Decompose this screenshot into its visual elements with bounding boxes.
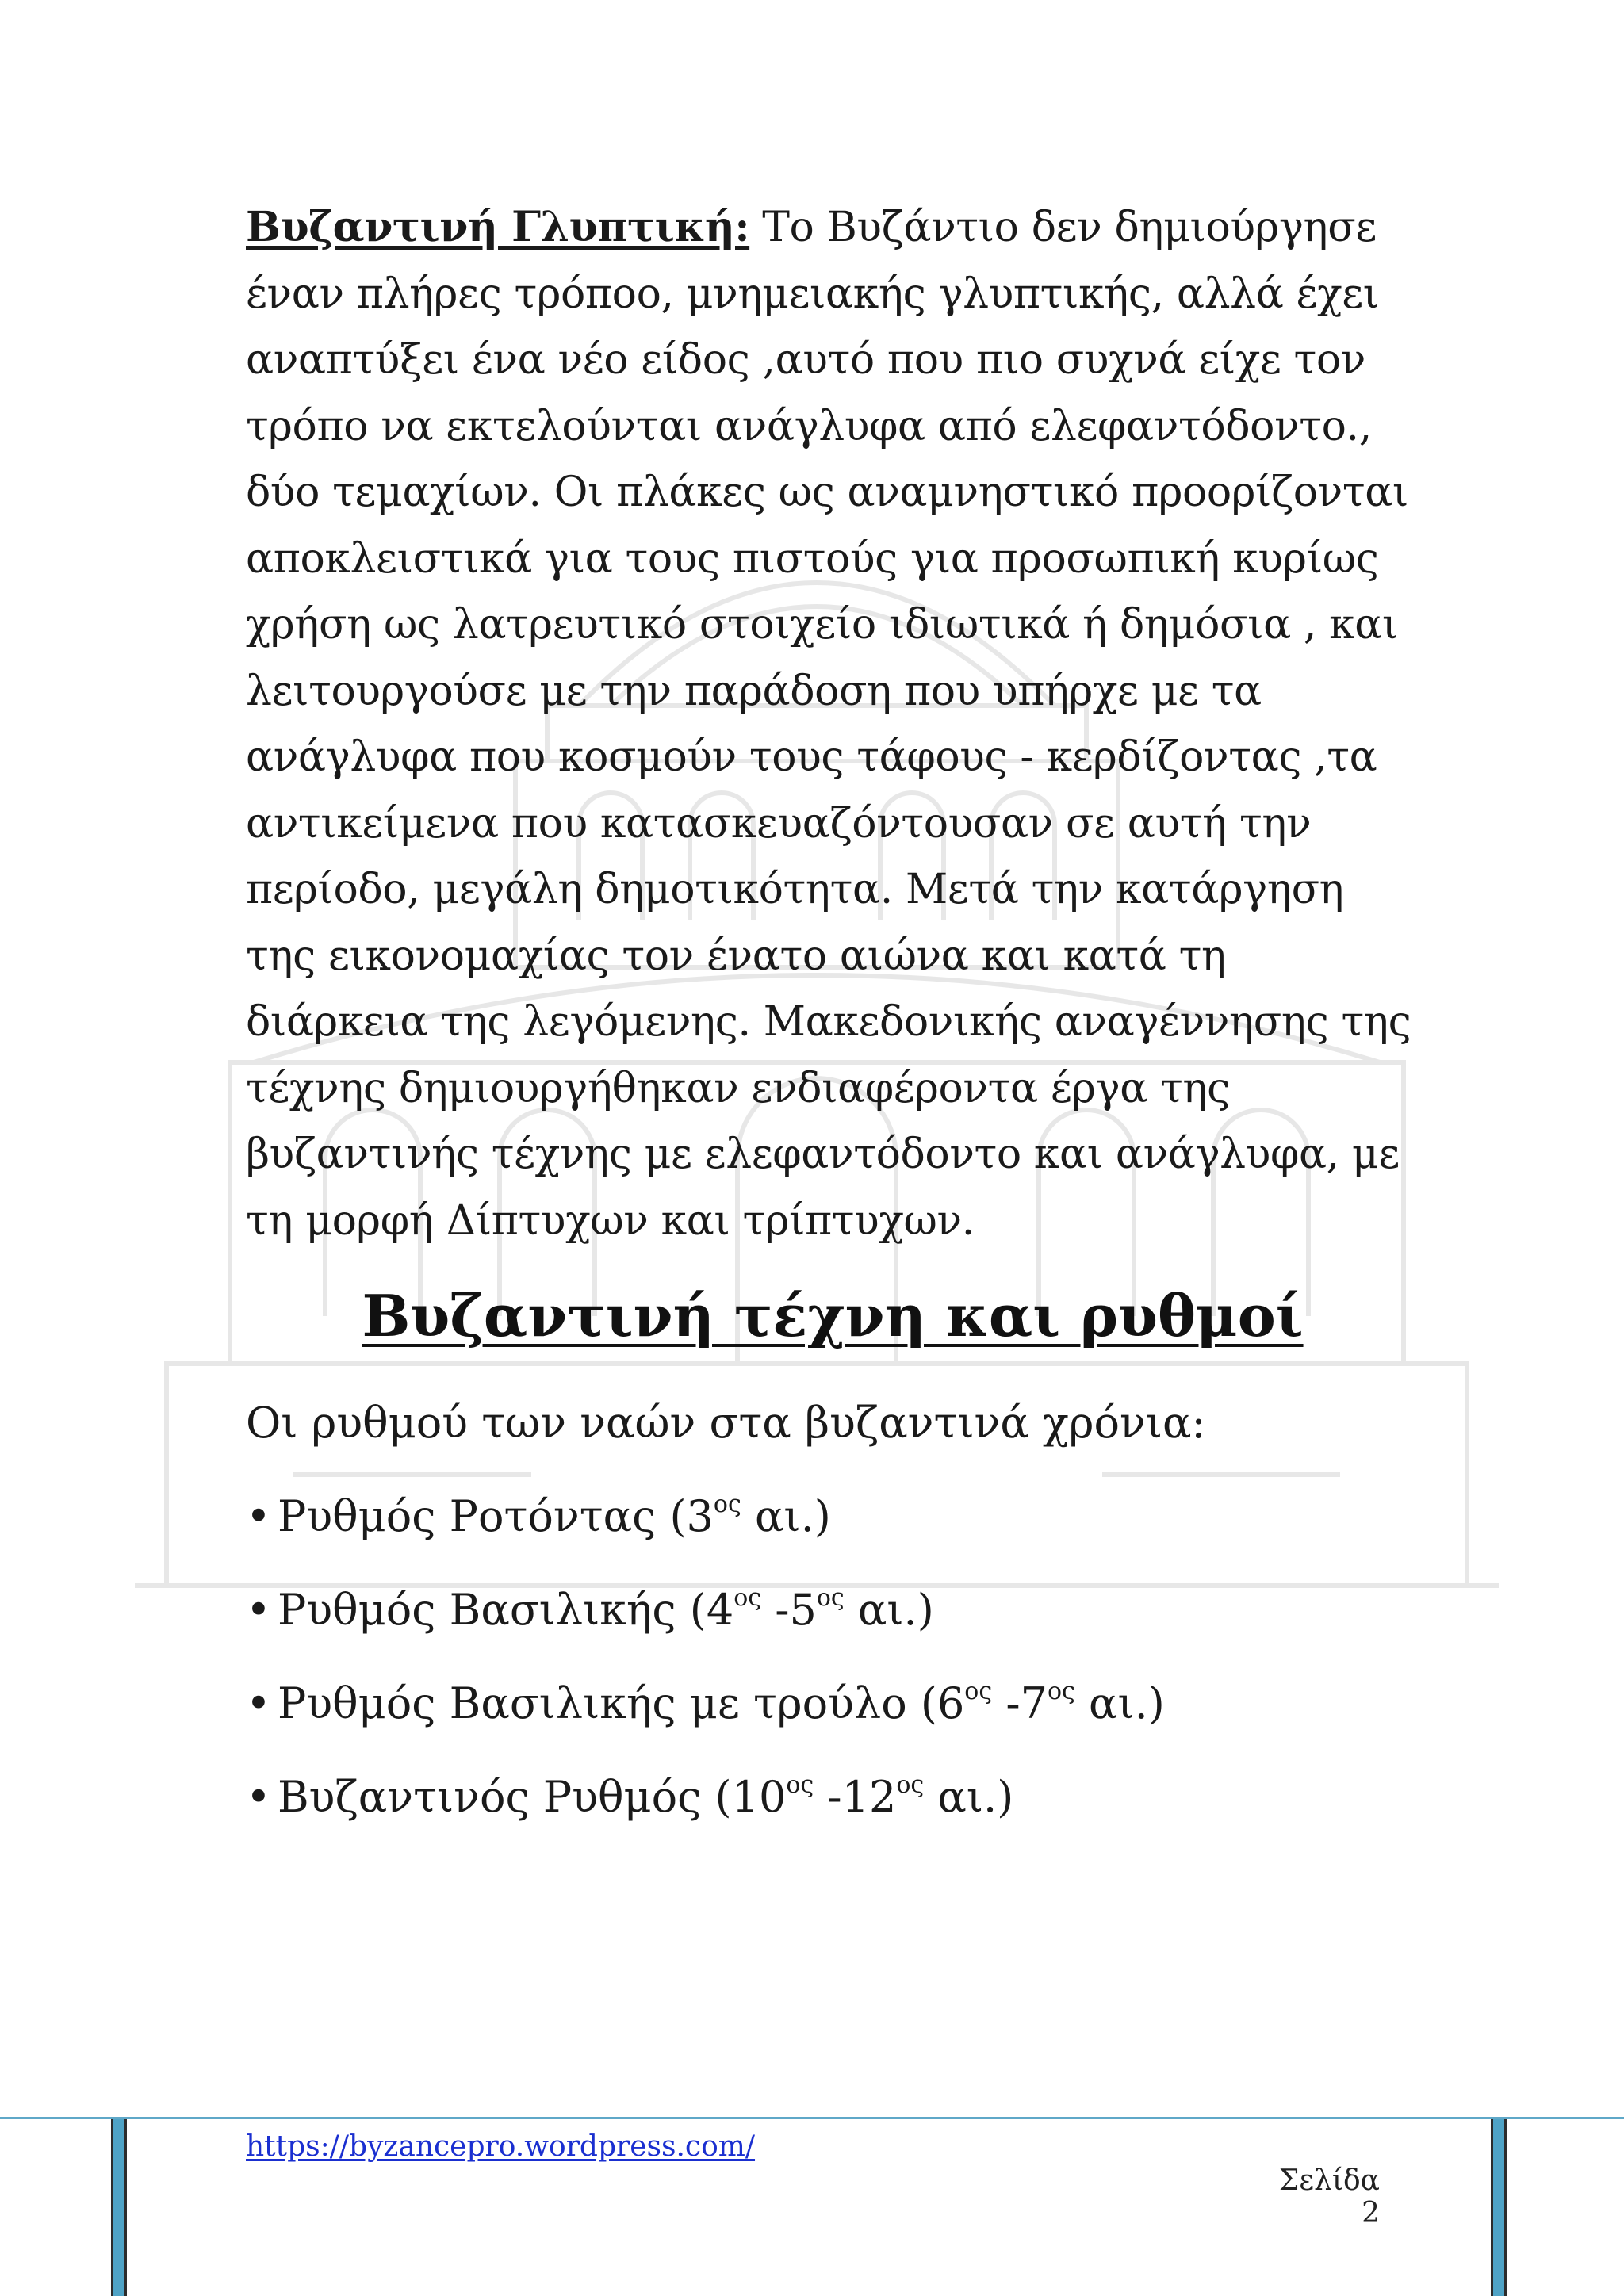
section-intro: Οι ρυθμού των ναών στα βυζαντινά χρόνια: — [246, 1398, 1206, 1448]
bullet-icon: • — [246, 1585, 271, 1635]
footer-divider — [0, 2117, 1624, 2119]
bullet-icon: • — [246, 1491, 271, 1541]
footer-right-bar — [1491, 2119, 1507, 2296]
list-item: • Βυζαντινός Ρυθμός ($10^{o\varsigma}$ $-12^{o\varsigma}$ αι.) — [246, 1762, 1419, 1833]
sculpture-lead-label: Βυζαντινή Γλυπτική: — [246, 203, 750, 251]
list-item: • Ρυθμός Ροτόντας ($3^{o\varsigma}$ αι.) — [246, 1481, 1419, 1552]
bullet-icon: • — [246, 1678, 271, 1728]
paragraph-text: Το Βυζάντιο δεν δημιούργησε έναν πλήρες τρόποο, μνημειακής γλυπτικής, αλλά έχει αναπτύξει ένα νέο είδος ,αυτό που πιο συχνά είχε τον τρόπο να εκτελούνται ανάγλυφα από ελεφαντόδοντο., δύο τεμαχίων. Οι πλάκες ως αναμνηστικό προορίζονται αποκλειστικά για τους πιστούς για προσωπική κυρίως χρήση ως λατρευτικό στοιχείο ιδιωτικά ή δημόσια , και λειτουργούσε με την παράδοση που υπήρχε με τα ανάγλυφα που κοσμούν τους τάφους - κερδίζοντας ,τα αντικείμενα που κατασκευαζόντουσαν σε αυτή την περίοδο, μεγάλη δημοτικότητα. Μετά την κατάργηση της εικονομαχίας τον ένατο αιώνα και κατά τη διάρκεια της λεγόμενης. Μακεδονικής αναγέννησης της τέχνης δημιουργήθηκαν ενδιαφέροντα έργα της βυζαντινής τέχνης με ελεφαντόδοντο και ανάγλυφα, με τη μορφή Δίπτυχων και τρίπτυχων. — [246, 204, 1411, 1245]
list-item: • Ρυθμός Βασιλικής ($4^{o\varsigma}$ $-5^{o\varsigma}$ αι.) — [246, 1575, 1419, 1646]
list-item: • Ρυθμός Βασιλικής με τρούλο ($6^{o\varsigma}$ $-7^{o\varsigma}$ αι.) — [246, 1668, 1419, 1739]
footer-url-link[interactable]: https://byzancepro.wordpress.com/ — [246, 2130, 756, 2163]
body-paragraph — [246, 194, 1419, 1254]
section-heading: Βυζαντινή τέχνη και ρυθμοί — [362, 1282, 1304, 1349]
bullet-icon: • — [246, 1772, 271, 1822]
footer-left-bar — [111, 2119, 127, 2296]
page-number: Σελίδα 2 — [1278, 2164, 1380, 2229]
church-styles-list — [246, 1481, 1419, 1833]
page-content — [246, 194, 1419, 1855]
